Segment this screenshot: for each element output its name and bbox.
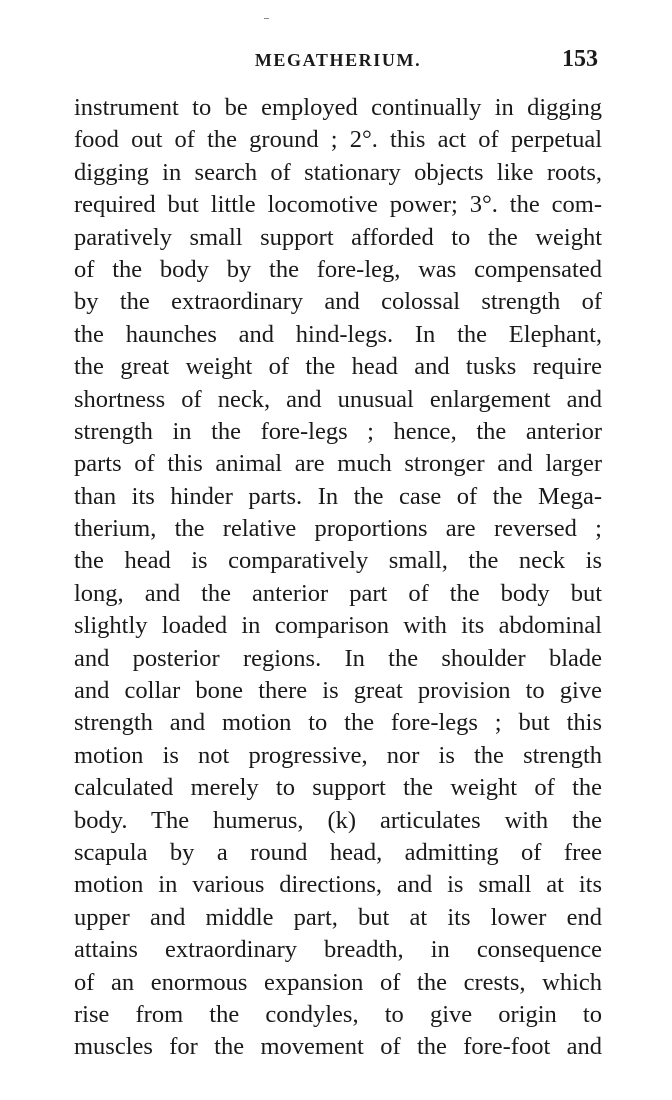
text-line: digging in search of stationary objects like roots, (74, 158, 602, 186)
text-line: the haunches and hind-legs. In the Elephant, (74, 320, 602, 348)
page-number: 153 (562, 46, 598, 72)
text-line: instrument to be employed continually in digging (74, 94, 602, 121)
text-line: calculated merely to support the weight of the (74, 774, 602, 802)
text-line: of the body by the fore-leg, was compensated (74, 255, 602, 283)
text-line: body. The humerus, (k) articulates with the (74, 806, 602, 834)
text-line: shortness of neck, and unusual enlargement and (74, 385, 602, 413)
text-line: rise from the condyles, to give origin to (74, 1000, 602, 1028)
text-line: food out of the ground ; 2°. this act of perpetual (74, 126, 602, 154)
page-header (74, 44, 602, 74)
text-line: of an enormous expansion of the crests, which (74, 968, 602, 996)
text-line: parts of this animal are much stronger and larger (74, 450, 602, 478)
text-line: paratively small support afforded to the weight (74, 223, 602, 251)
text-line: motion in various directions, and is small at its (74, 871, 602, 899)
text-line: scapula by a round head, admitting of free (74, 838, 602, 866)
text-line: the head is comparatively small, the neck is (74, 547, 602, 575)
text-line: required but little locomotive power; 3°. the com- (74, 191, 602, 219)
text-line: strength in the fore-legs ; hence, the anterior (74, 417, 602, 445)
text-line: muscles for the movement of the fore-foot and (74, 1033, 602, 1061)
text-line: upper and middle part, but at its lower end (74, 903, 602, 931)
text-line: than its hinder parts. In the case of the Mega- (74, 482, 602, 510)
text-line: motion is not progressive, nor is the strength (74, 741, 602, 769)
text-line: and posterior regions. In the shoulder blade (74, 644, 602, 672)
text-line: and collar bone there is great provision to give (74, 677, 602, 705)
running-head: MEGATHERIUM. (254, 50, 422, 70)
text-line: therium, the relative proportions are reversed ; (74, 515, 602, 543)
text-line: strength and motion to the fore-legs ; but this (74, 709, 602, 737)
text-line: slightly loaded in comparison with its abdominal (74, 612, 602, 640)
text-line: attains extraordinary breadth, in consequence (74, 936, 602, 964)
body-text (74, 92, 602, 1064)
text-line: long, and the anterior part of the body but (74, 579, 602, 607)
print-speck (264, 18, 269, 19)
text-line: the great weight of the head and tusks require (74, 353, 602, 381)
text-line: by the extraordinary and colossal strength of (74, 288, 602, 316)
